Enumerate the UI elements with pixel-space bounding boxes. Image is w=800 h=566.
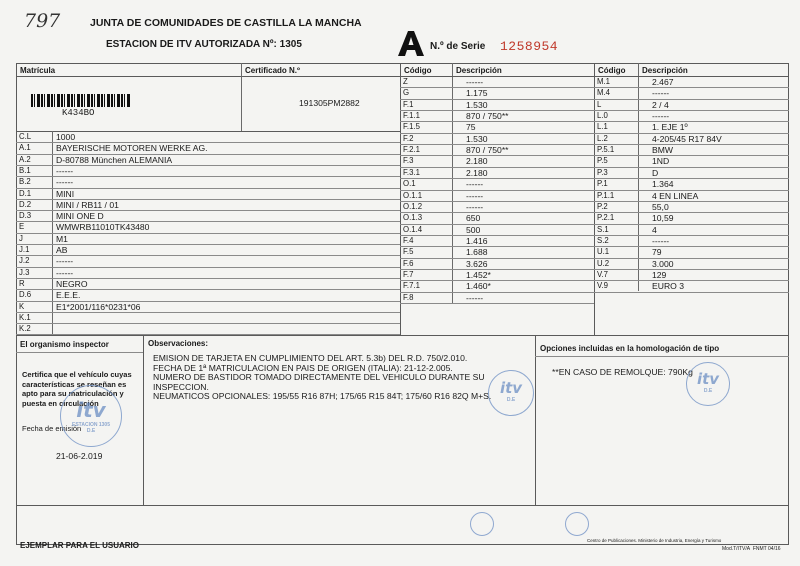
form-model: Mod.T/ITV/A FNMT 04/16 bbox=[722, 546, 781, 552]
observations-title: Observaciones: bbox=[148, 339, 209, 348]
field-code: V.9 bbox=[597, 281, 608, 291]
plate-number: K434BO bbox=[62, 108, 95, 118]
field-code: A.1 bbox=[19, 143, 31, 153]
field-code: C.L bbox=[19, 132, 32, 141]
field-value: ------ bbox=[652, 235, 670, 246]
field-value: D bbox=[652, 167, 659, 178]
field-code: D.6 bbox=[19, 290, 32, 300]
field-code: K.2 bbox=[19, 324, 31, 334]
field-value: BAYERISCHE MOTOREN WERKE AG. bbox=[56, 143, 208, 154]
field-value: ------ bbox=[652, 111, 670, 122]
field-value: 500 bbox=[466, 224, 481, 235]
field-value: 2.180 bbox=[466, 156, 488, 167]
options-title: Opciones incluidas en la homologación de tipo bbox=[540, 344, 720, 353]
field-code: P.3 bbox=[597, 167, 608, 177]
right-code-header: Código bbox=[598, 66, 626, 75]
observation-line: FECHA DE 1ª MATRICULACION EN PAIS DE ORIGEN (ITALIA): 21-12-2.005. bbox=[153, 362, 453, 373]
field-value: ------ bbox=[56, 177, 74, 188]
field-code: J.1 bbox=[19, 245, 30, 254]
field-code: U.1 bbox=[597, 247, 610, 257]
field-code: F.3 bbox=[403, 156, 414, 166]
observations-text bbox=[153, 354, 491, 402]
field-value: 55,0 bbox=[652, 201, 669, 212]
issue-date-label: Fecha de emisión bbox=[22, 424, 82, 433]
publisher: Centro de Publicaciones. Ministerio de Industria, Energía y Turismo bbox=[587, 538, 722, 543]
inspector-certification: Certifica que el vehículo cuyas características se reseñan es apto para su matriculación y puesta en circulación bbox=[22, 370, 132, 408]
field-value: 10,59 bbox=[652, 213, 674, 224]
field-value: 1.452* bbox=[466, 269, 491, 280]
field-value: 1.416 bbox=[466, 235, 488, 246]
field-value: M1 bbox=[56, 233, 68, 244]
serial-label: N.º de Serie bbox=[430, 41, 486, 52]
field-value: 870 / 750** bbox=[466, 111, 509, 122]
field-code: B.1 bbox=[19, 165, 31, 175]
field-code: F.1.1 bbox=[403, 111, 420, 121]
field-code: O.1.4 bbox=[403, 224, 423, 234]
field-value: ------ bbox=[466, 77, 484, 87]
field-value: 79 bbox=[652, 247, 662, 258]
field-value: 4-205/45 R17 84V bbox=[652, 133, 722, 144]
observation-line: NUMERO DE BASTIDOR TOMADO DIRECTAMENTE DEL VEHICULO DURANTE SU bbox=[153, 372, 485, 383]
handwritten-number: 797 bbox=[24, 10, 61, 32]
field-value: 1.175 bbox=[466, 88, 488, 99]
field-code: F.4 bbox=[403, 235, 414, 245]
field-code: F.7 bbox=[403, 269, 414, 279]
field-code: Z bbox=[403, 77, 408, 86]
field-value: 1.460* bbox=[466, 281, 491, 292]
field-value: 75 bbox=[466, 122, 476, 133]
field-value: BMW bbox=[652, 145, 674, 156]
bottom-stamps bbox=[470, 512, 494, 542]
field-code: F.1 bbox=[403, 99, 414, 109]
field-value: E1*2001/116*0231*06 bbox=[56, 301, 141, 312]
field-value: ------ bbox=[466, 292, 484, 303]
field-value: 650 bbox=[466, 213, 481, 224]
itv-station-stamp-right: itv D.E bbox=[686, 362, 730, 406]
middle-description-header: Descripción bbox=[456, 66, 502, 75]
field-value: D-80788 München ALEMANIA bbox=[56, 154, 173, 165]
field-value: 3.626 bbox=[466, 258, 488, 269]
field-code: J.2 bbox=[19, 256, 30, 266]
field-value: 1.688 bbox=[466, 247, 488, 258]
field-code: P.2 bbox=[597, 201, 608, 211]
field-value: 870 / 750** bbox=[466, 145, 509, 156]
issue-date: 21-06-2.019 bbox=[56, 451, 103, 461]
field-value: EURO 3 bbox=[652, 281, 684, 292]
right-description-header: Descripción bbox=[642, 66, 688, 75]
field-code: A.2 bbox=[19, 154, 31, 164]
field-code: G bbox=[403, 88, 410, 98]
registration-label: Matrícula bbox=[20, 66, 56, 75]
field-code: D.1 bbox=[19, 188, 32, 198]
field-value: NEGRO bbox=[56, 278, 88, 289]
station-title: ESTACION DE ITV AUTORIZADA Nº: 1305 bbox=[106, 39, 302, 50]
field-code: M.1 bbox=[597, 77, 610, 86]
copy-label: EJEMPLAR PARA EL USUARIO bbox=[20, 541, 139, 550]
field-code: F.6 bbox=[403, 258, 414, 268]
field-code: U.2 bbox=[597, 258, 610, 268]
field-value: 1ND bbox=[652, 156, 670, 167]
field-value: ------ bbox=[652, 88, 670, 99]
field-value: MINI / RB11 / 01 bbox=[56, 199, 119, 210]
field-code: O.1.3 bbox=[403, 213, 423, 223]
field-code: D.2 bbox=[19, 199, 32, 209]
field-code: S.2 bbox=[597, 235, 609, 245]
field-code: F.5 bbox=[403, 247, 414, 257]
field-code: O.1.2 bbox=[403, 201, 423, 211]
field-code: K.1 bbox=[19, 312, 31, 322]
field-code: F.2 bbox=[403, 133, 414, 143]
field-code: J.3 bbox=[19, 267, 30, 277]
field-code: P.2.1 bbox=[597, 213, 615, 223]
field-code: S.1 bbox=[597, 224, 609, 234]
field-value: E.E.E. bbox=[56, 290, 81, 301]
observation-line: INSPECCION. bbox=[153, 381, 209, 392]
field-code: L.0 bbox=[597, 111, 608, 121]
field-value: ------ bbox=[56, 165, 74, 176]
field-value: ------ bbox=[56, 256, 74, 267]
field-value: ------ bbox=[466, 190, 484, 201]
field-value: 1.530 bbox=[466, 99, 488, 110]
authority-title: JUNTA DE COMUNIDADES DE CASTILLA LA MANCHA bbox=[90, 17, 362, 29]
field-code: O.1.1 bbox=[403, 190, 423, 200]
itv-station-stamp-middle: itv D.E bbox=[488, 370, 534, 416]
field-code: P.1.1 bbox=[597, 190, 615, 200]
field-code: O.1 bbox=[403, 179, 416, 189]
field-code: D.3 bbox=[19, 211, 32, 221]
field-value: 3.000 bbox=[652, 258, 674, 269]
itv-station-stamp-left: itv ESTACION 1305 D.E bbox=[60, 385, 122, 447]
barcode bbox=[31, 94, 131, 107]
field-code: B.2 bbox=[19, 177, 31, 187]
field-code: F.1.5 bbox=[403, 122, 420, 132]
field-code: L bbox=[597, 99, 602, 109]
field-value: MINI bbox=[56, 188, 75, 199]
field-value: 129 bbox=[652, 269, 667, 280]
field-code: L.2 bbox=[597, 133, 608, 143]
category-letter-a-icon bbox=[396, 30, 426, 56]
middle-code-header: Código bbox=[404, 66, 432, 75]
field-code: V.7 bbox=[597, 269, 608, 279]
field-code: P.1 bbox=[597, 179, 608, 189]
field-value: 1.364 bbox=[652, 179, 674, 190]
field-code: F.8 bbox=[403, 292, 414, 302]
observation-line: NEUMATICOS OPCIONALES: 195/55 R16 87H; 175/65 R15 84T; 175/60 R16 82Q M+S. bbox=[153, 391, 492, 402]
field-code: J bbox=[19, 233, 23, 243]
field-code: F.3.1 bbox=[403, 167, 420, 177]
field-value: MINI ONE D bbox=[56, 211, 104, 222]
field-value: 2 / 4 bbox=[652, 99, 669, 110]
field-value: ------ bbox=[56, 267, 74, 278]
field-value: ------ bbox=[466, 179, 484, 190]
field-code: F.7.1 bbox=[403, 281, 420, 291]
serial-number: 1258954 bbox=[500, 39, 559, 54]
field-value: 1.530 bbox=[466, 133, 488, 144]
field-code: L.1 bbox=[597, 122, 608, 132]
field-code: P.5 bbox=[597, 156, 608, 166]
field-value: 2.467 bbox=[652, 77, 674, 87]
field-code: P.5.1 bbox=[597, 145, 615, 155]
observation-line: EMISION DE TARJETA EN CUMPLIMIENTO DEL ART. 5.3b) DEL R.D. 750/2.010. bbox=[153, 353, 468, 363]
inspector-title: El organismo inspector bbox=[20, 340, 109, 349]
field-value: 2.180 bbox=[466, 167, 488, 178]
field-value: 1000 bbox=[56, 132, 76, 142]
field-value: ------ bbox=[466, 201, 484, 212]
field-value: AB bbox=[56, 245, 68, 255]
field-value: 4 bbox=[652, 224, 657, 235]
field-code: E bbox=[19, 222, 25, 232]
field-value: WMWRB11010TK43480 bbox=[56, 222, 150, 233]
certificate-label: Certificado N.º bbox=[245, 66, 300, 75]
field-code: M.4 bbox=[597, 88, 610, 98]
field-code: R bbox=[19, 278, 25, 288]
options-text: **EN CASO DE REMOLQUE: 790Kg bbox=[552, 367, 693, 377]
certificate-number: 191305PM2882 bbox=[299, 98, 360, 108]
field-value: 1. EJE 1º bbox=[652, 122, 688, 133]
field-value: 4 EN LINEA bbox=[652, 190, 699, 201]
field-code: K bbox=[19, 301, 25, 311]
field-code: F.2.1 bbox=[403, 145, 420, 155]
